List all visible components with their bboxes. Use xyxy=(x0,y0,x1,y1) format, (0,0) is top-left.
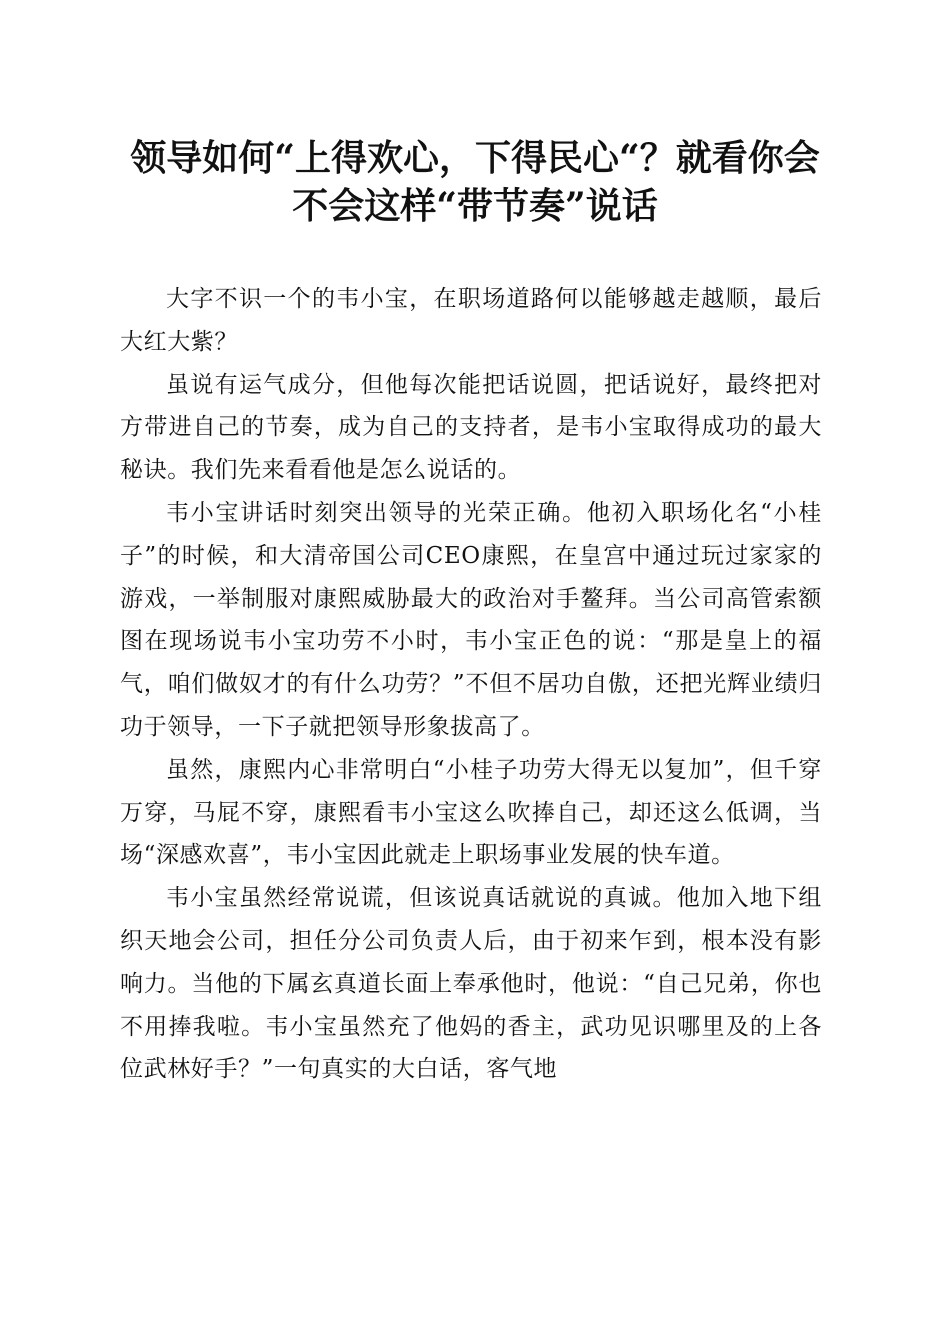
paragraph: 韦小宝讲话时刻突出领导的光荣正确。他初入职场化名“小桂子”的时候，和大清帝国公司CEO康熙，在皇宫中通过玩过家家的游戏，一举制服对康熙威胁最大的政治对手鳌拜。当公司高管索额图在现场说韦小宝功劳不小时，韦小宝正色的说：“那是皇上的福气，咱们做奴才的有什么功劳？”不但不居功自傲，还把光辉业绩归功于领导，一下子就把领导形象拔高了。 xyxy=(120,499,822,740)
document-title xyxy=(100,134,850,230)
paragraph: 韦小宝虽然经常说谎，但该说真话就说的真诚。他加入地下组织天地会公司，担任分公司负责人后，由于初来乍到，根本没有影响力。当他的下属玄真道长面上奉承他时，他说：“自己兄弟，你也不用捧我啦。韦小宝虽然充了他妈的香主，武功见识哪里及的上各位武林好手？”一句真实的大白话，客气地 xyxy=(120,885,822,1083)
paragraph: 虽说有运气成分，但他每次能把话说圆，把话说好，最终把对方带进自己的节奏，成为自己的支持者，是韦小宝取得成功的最大秘诀。我们先来看看他是怎么说话的。 xyxy=(120,371,822,484)
title-line: 不会这样“带节奏”说话 xyxy=(292,185,658,227)
title-line: 领导如何“上得欢心，下得民心“？就看你会 xyxy=(130,137,820,179)
document-body xyxy=(120,278,822,1091)
paragraph: 虽然，康熙内心非常明白“小桂子功劳大得无以复加”，但千穿万穿，马屁不穿，康熙看韦小宝这么吹捧自己，却还这么低调，当场“深感欢喜”，韦小宝因此就走上职场事业发展的快车道。 xyxy=(120,756,822,869)
paragraph: 大字不识一个的韦小宝，在职场道路何以能够越走越顺，最后大红大紫？ xyxy=(120,286,822,355)
